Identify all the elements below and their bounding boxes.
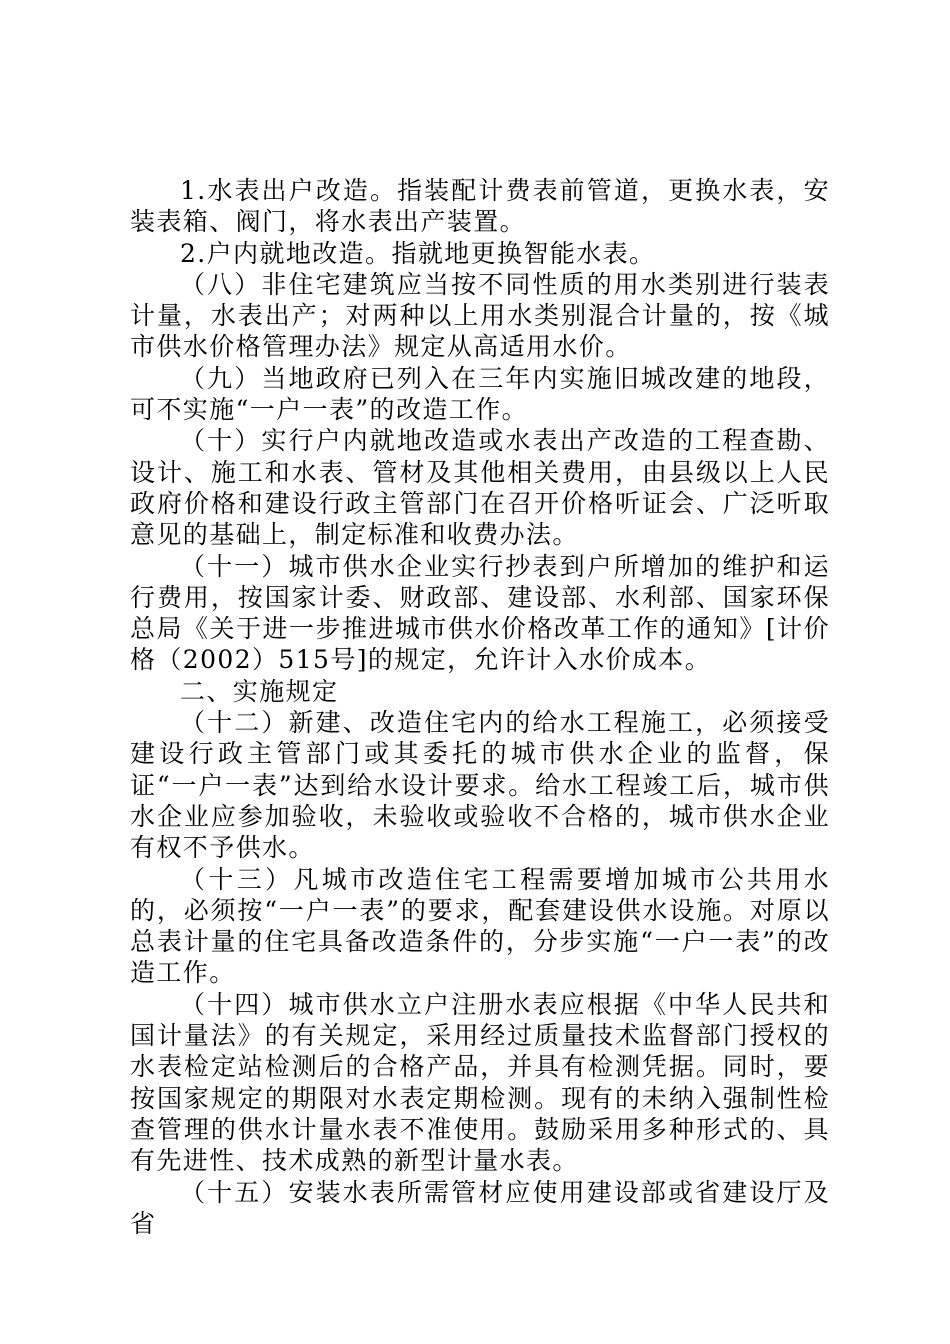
paragraph-indoor-renovation: 2.户内就地改造。指就地更换智能水表。 xyxy=(180,238,656,268)
document-body xyxy=(130,175,830,1239)
paragraph-clause-10: （十）实行户内就地改造或水表出产改造的工程查勘、设计、施工和水表、管材及其他相关费用，由县级以上人民政府价格和建设行政主管部门在召开价格听证会、广泛听取意见的基础上，制定标准和收费办法。 xyxy=(130,426,830,550)
paragraph-clause-15: （十五）安装水表所需管材应使用建设部或省建设厅及省 xyxy=(130,1177,830,1238)
paragraph-clause-11: （十一）城市供水企业实行抄表到户所增加的维护和运行费用，按国家计委、财政部、建设部、水利部、国家环保总局《关于进一步推进城市供水价格改革工作的通知》[计价格（2002）515号]的规定，允许计入水价成本。 xyxy=(130,551,830,675)
paragraph-meter-outdoor-renovation: 1.水表出户改造。指装配计费表前管道，更换水表，安装表箱、阀门，将水表出产装置。 xyxy=(130,176,830,237)
paragraph-clause-14: （十四）城市供水立户注册水表应根据《中华人民共和国计量法》的有关规定，采用经过质量技术监督部门授权的水表检定站检测后的合格产品，并具有检测凭据。同时，要按国家规定的期限对水表定期检测。现有的未纳入强制性检查管理的供水计量水表不准使用。鼓励采用多种形式的、具有先进性、技术成熟的新型计量水表。 xyxy=(130,989,830,1176)
paragraph-clause-9: （九）当地政府已列入在三年内实施旧城改建的地段，可不实施“一户一表”的改造工作。 xyxy=(130,363,830,425)
paragraph-clause-12: （十二）新建、改造住宅内的给水工程施工，必须接受建设行政主管部门或其委托的城市供水企业的监督，保证“一户一表”达到给水设计要求。给水工程竣工后，城市供水企业应参加验收，未验收或验收不合格的，城市供水企业有权不予供水。 xyxy=(130,708,830,863)
section-heading-implementation: 二、实施规定 xyxy=(180,676,339,706)
paragraph-clause-8: （八）非住宅建筑应当按不同性质的用水类别进行装表计量，水表出产；对两种以上用水类别混合计量的，按《城市供水价格管理办法》规定从高适用水价。 xyxy=(130,269,830,362)
paragraph-clause-13: （十三）凡城市改造住宅工程需要增加城市公共用水的，必须按“一户一表”的要求，配套建设供水设施。对原以总表计量的住宅具备改造条件的，分步实施“一户一表”的改造工作。 xyxy=(130,864,830,988)
